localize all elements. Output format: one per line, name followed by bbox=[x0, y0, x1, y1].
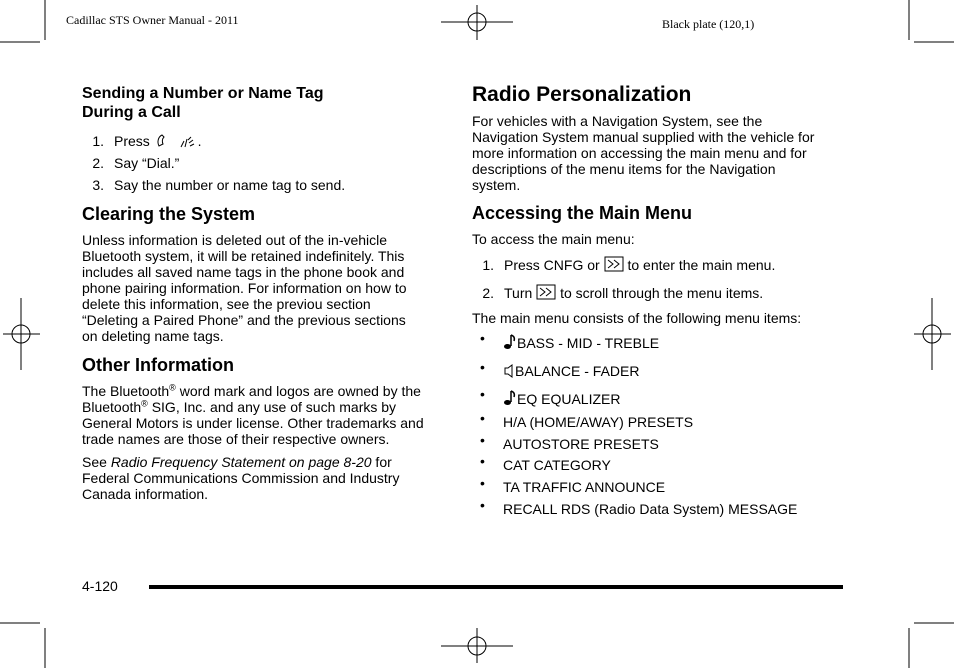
tune-seek-icon bbox=[536, 284, 556, 300]
sending-steps bbox=[82, 133, 442, 193]
list-item: • BALANCE - FADER bbox=[480, 359, 640, 379]
right-column bbox=[472, 83, 852, 517]
voice-icon bbox=[178, 134, 198, 148]
section-title-accessing-main-menu: Accessing the Main Menu bbox=[472, 203, 693, 223]
access-step-1: 1. Press CNFG or to enter the main menu. bbox=[482, 257, 776, 273]
menu-intro: The main menu consists of the following menu items: bbox=[472, 310, 802, 326]
fcc-paragraph: See Radio Frequency Statement on page 8-20 for Federal Communications Commission and Industry Canada information. bbox=[82, 454, 400, 502]
speaker-icon bbox=[503, 364, 515, 378]
step-3: 3. Say the number or name tag to send. bbox=[92, 177, 346, 193]
music-note-icon bbox=[503, 334, 517, 350]
list-item: • CAT CATEGORY bbox=[480, 453, 611, 473]
footer-rule bbox=[149, 585, 843, 589]
section-title-clearing-system: Clearing the System bbox=[82, 204, 256, 224]
list-item: • RECALL RDS (Radio Data System) MESSAGE bbox=[480, 497, 798, 517]
access-step-2: 2. Turn to scroll through the menu items. bbox=[482, 285, 764, 301]
list-item: • BASS - MID - TREBLE bbox=[480, 330, 660, 351]
phone-handset-icon bbox=[154, 134, 174, 148]
page-title-radio-personalization: Radio Personalization bbox=[472, 83, 692, 106]
step-2: 2. Say “Dial.” bbox=[92, 155, 180, 171]
list-item: • H/A (HOME/AWAY) PRESETS bbox=[480, 410, 694, 430]
section-title-sending-number: Sending a Number or Name Tag During a Call bbox=[82, 85, 324, 121]
tune-seek-icon bbox=[604, 256, 624, 272]
list-item: • AUTOSTORE PRESETS bbox=[480, 432, 659, 452]
section-title-other-information: Other Information bbox=[82, 355, 234, 375]
clearing-system-paragraph: Unless information is deleted out of the in-vehicle Bluetooth system, it will be retained indefinitely. This includes all saved name tags in the phone book and phone pairing information. For information on how to delete this information, see the previou section “Deleting a Paired Phone” and the previous sections on deleting name tags. bbox=[82, 232, 407, 344]
list-item: • EQ EQUALIZER bbox=[480, 386, 621, 407]
left-column bbox=[82, 84, 442, 502]
trademark-paragraph: The Bluetooth® word mark and logos are owned by the Bluetooth® SIG, Inc. and any use of such marks by General Motors is under license. Other trademarks and trade names are those of their respective owners. bbox=[82, 382, 424, 447]
radio-intro-paragraph: For vehicles with a Navigation System, see the Navigation System manual supplied with the vehicle for more information on accessing the main menu and for descriptions of the menu items for the Navigation system. bbox=[472, 113, 815, 193]
menu-item-list bbox=[472, 330, 852, 517]
access-intro: To access the main menu: bbox=[472, 231, 635, 247]
cross-reference-link[interactable]: Radio Frequency Statement on page 8-20 bbox=[110, 454, 372, 470]
music-note-icon bbox=[503, 390, 517, 406]
list-item: • TA TRAFFIC ANNOUNCE bbox=[480, 475, 666, 495]
step-1: 1. Press . bbox=[92, 133, 202, 149]
running-header-left: Cadillac STS Owner Manual - 2011 bbox=[66, 13, 239, 27]
page-number: 4-120 bbox=[82, 578, 118, 594]
running-header-right: Black plate (120,1) bbox=[662, 17, 755, 31]
